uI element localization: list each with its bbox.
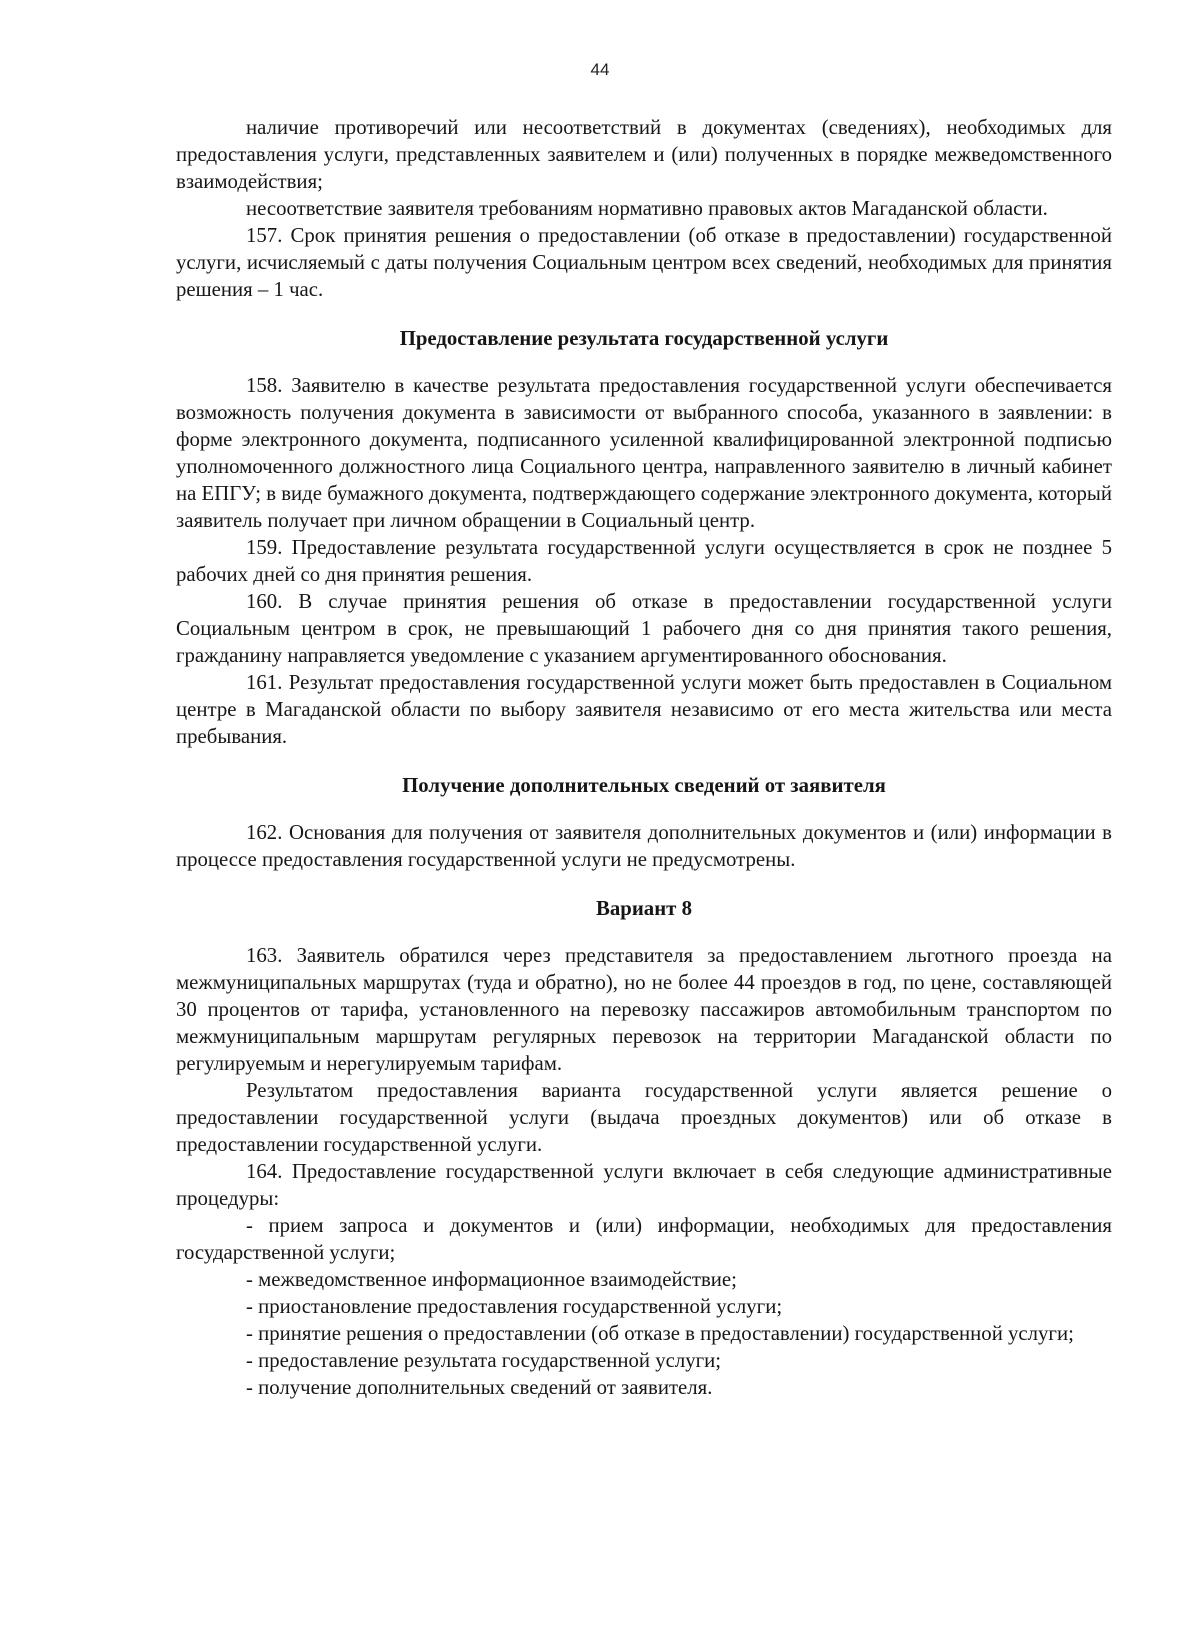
paragraph: Результатом предоставления варианта государственной услуги является решение о предоставлении государственной услуги (выдача проездных документов) или об отказе в предоставлении государственной услуги. <box>176 1079 1112 1156</box>
section-heading-variant-8: Вариант 8 <box>595 897 692 920</box>
paragraph-157: 157. Срок принятия решения о предоставлении (об отказе в предоставлении) государственной услуги, исчисляемый с даты получения Социальным центром всех сведений, необходимых для принятия решения – 1 час. <box>176 224 1112 301</box>
list-item: - приостановление предоставления государственной услуги; <box>246 1295 783 1318</box>
paragraph-163: 163. Заявитель обратился через представителя за предоставлением льготного проезда на межмуниципальных маршрутах (туда и обратно), но не более 44 проездов в год, по цене, составляющей 30 процентов от тарифа, установленного на перевозку пассажиров автомобильным транспортом по межмуниципальным маршрутам регулярных перевозок на территории Магаданской области по регулируемым и нерегулируемым тарифам. <box>176 944 1112 1075</box>
paragraph-158: 158. Заявителю в качестве результата предоставления государственной услуги обеспечивается возможность получения документа в зависимости от выбранного способа, указанного в заявлении: в форме электронного документа, подписанного усиленной квалифицированной электронной подписью уполномоченного должностного лица Социального центра, направленного заявителю в личный кабинет на ЕПГУ; в виде бумажного документа, подтверждающего содержание электронного документа, который заявитель получает при личном обращении в Социальный центр. <box>176 374 1112 532</box>
paragraph: несоответствие заявителя требованиям нормативно правовых актов Магаданской области. <box>246 197 1048 220</box>
paragraph: наличие противоречий или несоответствий в документах (сведениях), необходимых для предоставления услуги, представленных заявителем и (или) полученных в порядке межведомственного взаимодействия; <box>176 116 1112 193</box>
paragraph-160: 160. В случае принятия решения об отказе в предоставлении государственной услуги Социальным центром в срок, не превышающий 1 рабочего дня со дня принятия такого решения, гражданину направляется уведомление с указанием аргументированного обоснования. <box>176 590 1112 667</box>
list-item: - предоставление результата государственной услуги; <box>246 1349 722 1372</box>
paragraph-159: 159. Предоставление результата государственной услуги осуществляется в срок не позднее 5 рабочих дней со дня принятия решения. <box>176 536 1112 586</box>
section-heading-result: Предоставление результата государственной услуги <box>399 327 889 350</box>
paragraph-162: 162. Основания для получения от заявителя дополнительных документов и (или) информации в процессе предоставления государственной услуги не предусмотрены. <box>176 821 1112 871</box>
paragraph-164: 164. Предоставление государственной услуги включает в себя следующие административные процедуры: <box>176 1160 1112 1210</box>
list-item: - получение дополнительных сведений от заявителя. <box>246 1376 713 1399</box>
paragraph-161: 161. Результат предоставления государственной услуги может быть предоставлен в Социальном центре в Магаданской области по выбору заявителя независимо от его места жительства или места пребывания. <box>176 671 1112 748</box>
document-body <box>176 114 1112 1401</box>
page-number: 44 <box>590 60 610 79</box>
list-item: - межведомственное информационное взаимодействие; <box>246 1268 737 1291</box>
list-item: - принятие решения о предоставлении (об отказе в предоставлении) государственной услуги; <box>246 1322 1074 1345</box>
list-item: - прием запроса и документов и (или) информации, необходимых для предоставления государственной услуги; <box>176 1214 1112 1264</box>
section-heading-additional-info: Получение дополнительных сведений от заявителя <box>402 774 886 797</box>
